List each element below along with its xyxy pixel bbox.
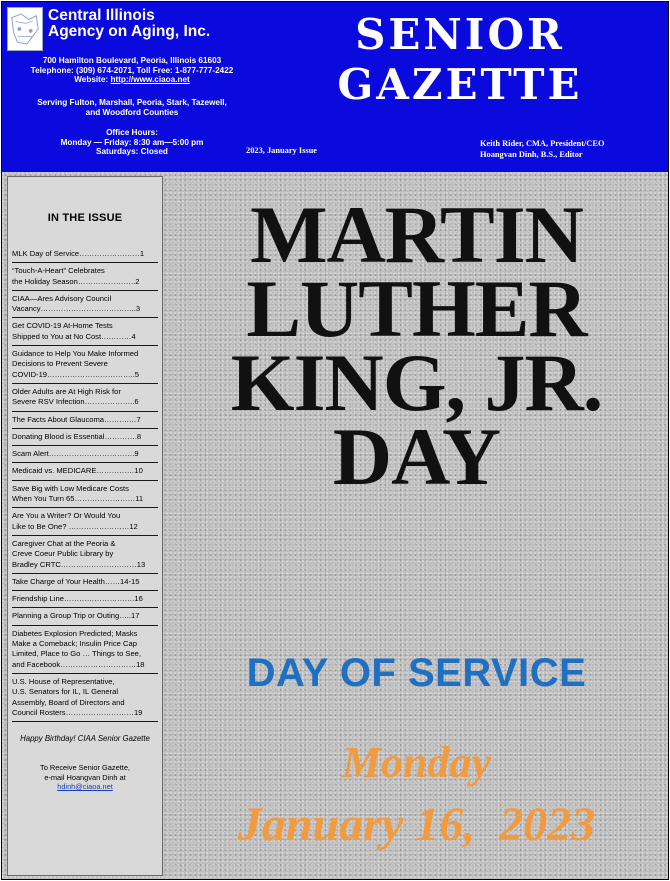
toc-item-line: Get COVID-19 At-Home Tests — [12, 321, 113, 331]
toc-item-line: the Holiday Season…………………..2 — [12, 276, 140, 286]
toc-item — [12, 429, 158, 446]
toc-item — [12, 291, 158, 319]
toc-title: IN THE ISSUE — [47, 212, 123, 224]
office-hours-title: Office Hours: — [106, 128, 158, 137]
feature-headline — [165, 189, 668, 502]
toc-item — [12, 263, 158, 291]
toc-item-line: When You Turn 65……………………11 — [12, 494, 144, 504]
serving-counties — [10, 98, 254, 117]
toc-item-line: Vacancy………………………………..3 — [12, 304, 141, 314]
toc-item — [12, 626, 158, 674]
toc-list — [12, 246, 158, 722]
agency-logo-icon — [7, 7, 43, 51]
toc-item — [12, 574, 158, 591]
website-link[interactable]: http://www.ciaoa.net — [110, 75, 190, 85]
staff-credits — [480, 139, 604, 160]
newsletter-page — [1, 1, 669, 880]
toc-item — [12, 463, 158, 480]
toc-item-line: Caregiver Chat at the Peoria & — [12, 538, 116, 548]
toc-item-line: Save Big with Low Medicare Costs — [12, 483, 129, 493]
toc-item-line: Friendship Line……………………….16 — [12, 594, 143, 604]
subscribe-line2: e-mail Hoangvan Dinh at — [44, 772, 126, 782]
toc-item — [12, 481, 158, 509]
toc-item-line: Are You a Writer? Or Would You — [12, 511, 121, 521]
subscribe-line1: To Receive Senior Gazette, — [40, 763, 130, 773]
birthday-note: Happy Birthday! CIAA Senior Gazette — [20, 734, 150, 744]
feature-headline-line: LUTHER — [246, 263, 587, 354]
toc-item-line: Like to Be One? ……………………12 — [12, 521, 138, 531]
toc-item-line: Severe RSV Infection………………..6 — [12, 397, 139, 407]
toc-item-line: Donating Blood is Essential………….8 — [12, 431, 142, 441]
feature-headline-line: MARTIN — [250, 189, 583, 280]
toc-item-line: Diabetes Explosion Predicted; Masks — [12, 628, 138, 638]
toc-item-line: U.S. Senators for IL, IL General — [12, 687, 119, 697]
toc-item — [12, 246, 158, 263]
subscribe-note — [12, 763, 158, 791]
toc-item — [12, 591, 158, 608]
toc-item — [12, 318, 158, 346]
toc-item — [12, 346, 158, 384]
staff-president: Keith Rider, CMA, President/CEO — [480, 139, 605, 148]
newsletter-title — [300, 10, 620, 110]
agency-telephone: Telephone: (309) 674-2071, Toll Free: 1-877-777-2422 — [30, 65, 234, 75]
feature-headline-line: DAY — [332, 411, 501, 502]
cover-body — [2, 172, 668, 879]
toc-item — [12, 508, 158, 536]
serving-line2: and Woodford Counties — [85, 107, 179, 117]
newsletter-title-line2: GAZETTE — [337, 60, 583, 109]
toc-item-line: Limited, Place to Go … Things to See, — [12, 649, 142, 659]
toc-item — [12, 446, 158, 463]
toc-item-line: Bradley CRTC…………………………13 — [12, 559, 146, 569]
toc-item-line: Decisions to Prevent Severe — [12, 359, 108, 369]
toc-item — [12, 608, 158, 625]
toc-item-line: Planning a Group Trip or Outing…..17 — [12, 611, 140, 621]
toc-item — [12, 674, 158, 722]
toc-item-line: Guidance to Help You Make Informed — [12, 349, 139, 359]
cover-feature — [165, 172, 668, 879]
toc-item-line: U.S. House of Representative, — [12, 676, 115, 686]
feature-headline-line: KING, JR. — [230, 337, 603, 428]
serving-line1: Serving Fulton, Marshall, Peoria, Stark, Tazewell, — [37, 98, 227, 107]
toc-item-line: “Touch-A-Heart” Celebrates — [12, 266, 105, 276]
office-hours-saturday: Saturdays: Closed — [96, 147, 168, 157]
toc-item-line: and Facebook…………………………18 — [12, 659, 145, 669]
toc-item-line: Medicaid vs. MEDICARE……………10 — [12, 466, 143, 476]
website-label: Website: — [74, 75, 109, 85]
newsletter-title-line1: SENIOR — [355, 10, 565, 59]
toc-item-line: MLK Day of Service……………………1 — [12, 249, 145, 258]
subscribe-email-link[interactable]: hdinh@ciaoa.net — [57, 781, 113, 791]
feature-tagline: DAY OF SERVICE — [246, 651, 587, 695]
toc-item-line: Make a Comeback; Insulin Price Cap — [12, 639, 137, 649]
contact-block — [10, 56, 254, 85]
toc-item-line: CIAA—Ares Advisory Council — [12, 293, 112, 303]
toc-item-line: Take Charge of Your Health……14-15 — [12, 576, 140, 586]
feature-date: January 16, 2023 — [237, 798, 596, 851]
toc-item-line: Scam Alert…………………………….9 — [12, 449, 139, 459]
toc-item — [12, 384, 158, 412]
toc-item-line: The Facts About Glaucoma……….…7 — [12, 414, 141, 424]
toc-item — [12, 536, 158, 574]
staff-editor: Hoangvan Dinh, B.S., Editor — [480, 149, 583, 159]
agency-address: 700 Hamilton Boulevard, Peoria, Illinois 61603 — [42, 56, 222, 65]
toc-item-line: COVID-19……………………………..5 — [12, 369, 139, 379]
table-of-contents — [7, 176, 163, 876]
toc-item-line: Creve Coeur Public Library by — [12, 549, 114, 559]
agency-name — [48, 8, 258, 40]
toc-item-line: Older Adults are At High Risk for — [12, 386, 121, 396]
agency-name-line2: Agency on Aging, Inc. — [48, 23, 211, 40]
toc-item-line: Assembly, Board of Directors and — [12, 697, 125, 707]
masthead-header — [2, 2, 668, 172]
agency-name-line1: Central Illinois — [48, 7, 155, 24]
toc-item-line: Council Rosters………………………19 — [12, 707, 143, 717]
toc-item-line: Shipped to You at No Cost…………4 — [12, 331, 136, 341]
issue-label: 2023, January Issue — [246, 146, 317, 155]
toc-item — [12, 412, 158, 429]
feature-day: Monday — [341, 738, 492, 787]
agency-website — [10, 75, 254, 85]
office-hours — [10, 128, 254, 157]
office-hours-weekday: Monday — Friday: 8:30 am—5:00 pm — [60, 137, 204, 147]
